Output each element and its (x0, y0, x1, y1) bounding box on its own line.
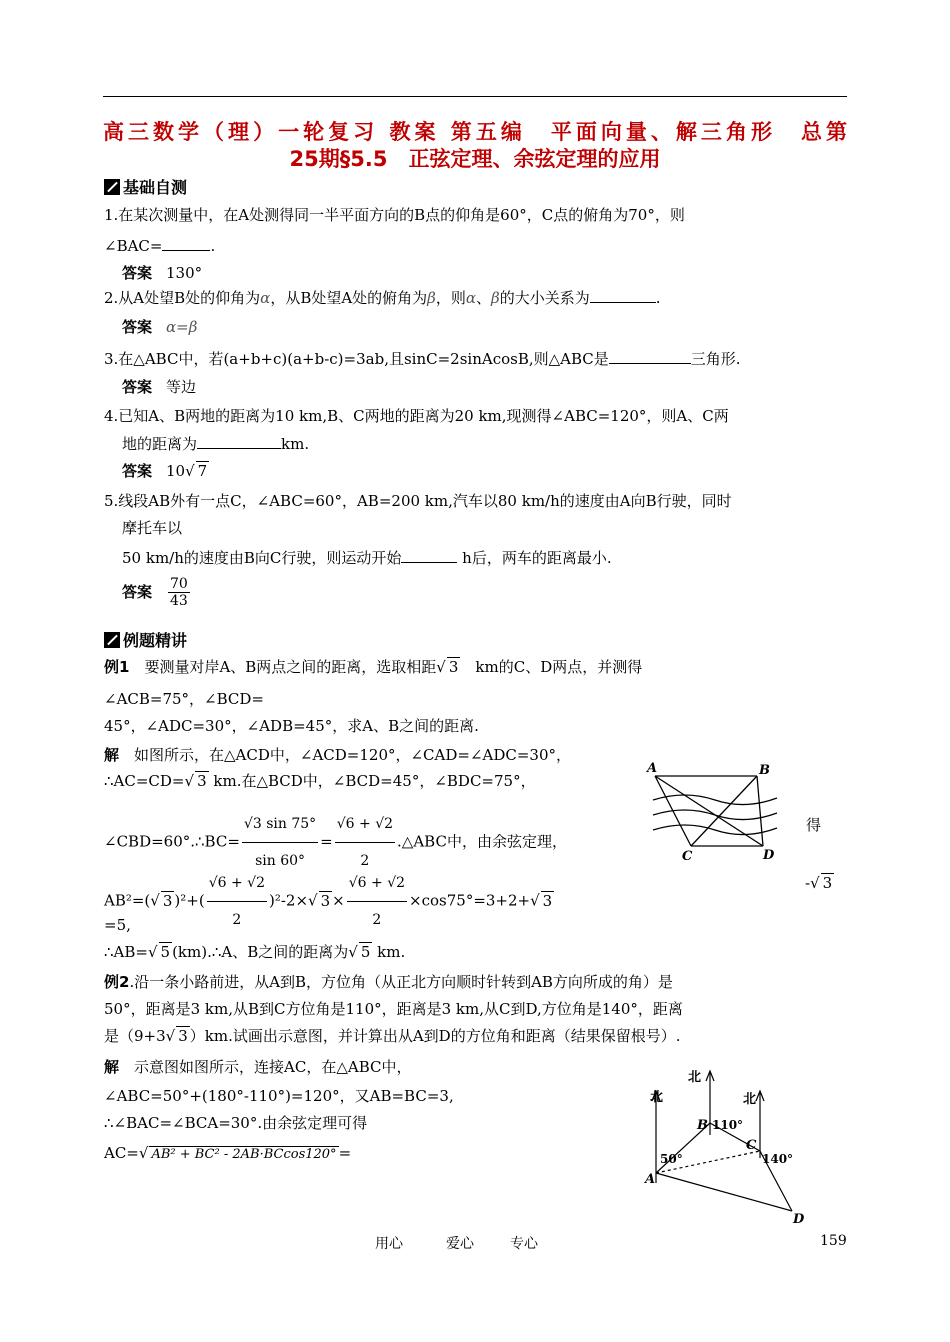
ex2-text-1: .沿一条小路前进，从A到B，方位角（从正北方向顺时针转到AB方向所成的角）是 (129, 973, 673, 991)
footer-text-3: 专心 (510, 1236, 538, 1252)
ex1-frac4-den: 2 (372, 912, 382, 928)
ex1-frac4-num: √6 + √2 (347, 865, 407, 902)
ex1-text-b: km的C、D两点，并测得 (460, 658, 643, 676)
q2-answer (122, 316, 197, 337)
ex1-sol-line-1 (104, 745, 571, 765)
ex2-radicand-long: AB² + BC² - 2AB·BCcos120° (151, 1147, 337, 1162)
ex1-sol-text-6c: km. (372, 943, 406, 961)
answer-label: 答案 (122, 378, 153, 396)
fig2-north-label-2: 北 (688, 1070, 702, 1085)
ex1-line-3: 45°，∠ADC=30°，∠ADB=45°，求A、B之间的距离. (104, 717, 479, 735)
ex1-text-a: 要测量对岸A、B两点之间的距离，选取相距 (129, 658, 437, 676)
fig1-label-D: D (763, 848, 775, 863)
answer-label: 答案 (122, 462, 153, 480)
answer-label: 答案 (122, 318, 153, 336)
ex1-sol-label: 解 (104, 746, 120, 764)
ex1-frac1-den: sin 60° (255, 853, 306, 869)
q2-beta-2: β (491, 289, 500, 307)
ex1-sol-text-6a: ∴AB= (104, 943, 148, 961)
q4-line-2 (122, 434, 309, 454)
q1-blank (162, 236, 210, 251)
ex2-line-1 (104, 972, 673, 992)
ex2-label: 例2 (104, 973, 130, 991)
ex1-sol-text-2b: km.在△BCD中，∠BCD=45°，∠BDC=75°， (208, 772, 536, 790)
q2-alpha: α (260, 289, 271, 307)
q5-text: 50 km/h的速度由B向C行驶，则运动开始 (122, 549, 402, 567)
q1-end: . (210, 237, 216, 255)
q4-end: km. (281, 435, 310, 453)
q2-end: . (655, 289, 661, 307)
ex1-label: 例1 (104, 658, 130, 676)
ex1-sol-line-2: ∴AC=CD=√ 3 km.在△BCD中，∠BCD=45°，∠BDC=75°， (104, 772, 536, 790)
fig2-label-C: C (746, 1138, 757, 1153)
ex1-sol-text-4d: × (332, 891, 345, 910)
q2-answer-value: α=β (166, 318, 198, 336)
pen-icon (104, 179, 120, 195)
q2-text-e: 的大小关系为 (499, 289, 590, 307)
ex1-sol-text-4a: AB²=( (104, 891, 151, 910)
footer-text-1: 用心 (375, 1236, 403, 1252)
ex2-sol-text-4b: = (338, 1144, 352, 1162)
q2-text-d: 、 (476, 289, 492, 307)
ex2-line-3: 是（9+3√ 3 ）km.试画出示意图，并计算出从A到D的方位角和距离（结果保留根号）. (104, 1027, 681, 1045)
title-line-1: 高三数学（理）一轮复习 教案 第五编 平面向量、解三角形 总第 (103, 120, 847, 144)
q4-text: 地的距离为 (122, 435, 198, 453)
top-rule (103, 96, 847, 97)
section-basics-label: 基础自测 (123, 178, 188, 197)
ex1-sol-line-5: =5, (104, 916, 131, 934)
fig1-label-A: A (647, 761, 658, 776)
q2-alpha-2: α (465, 289, 476, 307)
fig2-north-label-1: 北 (650, 1090, 664, 1105)
ex1-fraction-3 (207, 865, 267, 938)
fig1-label-B: B (759, 763, 770, 778)
q1-line-1: 1.在某次测量中，在A处测得同一半平面方向的B点的仰角是60°，C点的俯角为70°，则 (104, 206, 685, 224)
ex2-text-3a: 是（9+3 (104, 1027, 166, 1045)
ex1-sol-text-6b: (km).∴A、B之间的距离为 (172, 943, 349, 961)
ex2-sol-line-3: ∴∠BAC=∠BCA=30°.由余弦定理可得 (104, 1114, 368, 1132)
fig1-wave-3 (653, 825, 777, 835)
fig1-line-AC (655, 776, 691, 846)
q4-answer-radicand: 7 (197, 462, 208, 480)
section-examples (104, 628, 187, 651)
ex1-sol-line-6: ∴AB=√ 5 (km).∴A、B之间的距离为√ 5 km. (104, 943, 406, 961)
q3-answer (122, 376, 196, 397)
ex2-radicand: 3 (178, 1027, 188, 1045)
q4-answer: 答案 10√ 7 (122, 462, 208, 480)
q5-answer-fraction (168, 576, 190, 609)
section-examples-label: 例题精讲 (123, 631, 188, 650)
q5-end: h后，两车的距离最小. (457, 549, 612, 567)
ex1-sol-text-4e: ×cos75°=3+2+ (409, 891, 531, 910)
ex2-sol-line-1 (104, 1057, 411, 1077)
q2-text-b: ，从B处望A处的俯角为 (270, 289, 428, 307)
q2-line (104, 288, 660, 308)
ex1-frac2-den: 2 (360, 853, 370, 869)
ex1-sol-text-1: 如图所示，在△ACD中，∠ACD=120°，∠CAD=∠ADC=30°， (119, 746, 572, 764)
fig2-angle-140: 140° (762, 1152, 794, 1166)
ex1-frac2-num: √6 + √2 (335, 806, 395, 843)
ex1-frac3-den: 2 (232, 912, 242, 928)
q5-numerator: 70 (170, 576, 188, 592)
ex2-sol-line-2: ∠ABC=50°+(180°-110°)=120°，又AB=BC=3, (104, 1087, 454, 1105)
ex2-sol-text-1: 示意图如图所示，连接AC，在△ABC中， (119, 1058, 412, 1076)
fig1-line-BD (757, 776, 763, 846)
ex2-text-3b: ）km.试画出示意图，并计算出从A到D的方位角和距离（结果保留根号）. (189, 1027, 681, 1045)
q5-line-2: 摩托车以 (122, 519, 183, 537)
q1-answer-value: 130° (166, 264, 203, 282)
q1-text: ∠BAC= (104, 237, 163, 255)
ex1-frac3-num: √6 + √2 (207, 865, 267, 902)
q3-end: 三角形. (690, 350, 741, 368)
q4-blank (197, 434, 281, 449)
figure-1 (645, 760, 785, 865)
fig2-label-D: D (793, 1212, 805, 1225)
ex1-de: 得 (806, 816, 822, 834)
ex1-sol-text-4b: )²+( (174, 891, 205, 910)
ex1-line-1: 例1 要测量对岸A、B两点之间的距离，选取相距√ 3 km的C、D两点，并测得 (104, 658, 643, 676)
ex1-sol-line-4: AB²=(√ 3 )²+( $\frac{√6 + √2}{2}$ )²-2×√ 3 × $\frac{√6 + √2}{2}$ ×cos75°=3+2+√ 3 (104, 865, 554, 938)
page-number: 159 (820, 1233, 847, 1249)
q2-text-a: 2.从A处望B处的仰角为 (104, 289, 261, 307)
fig2-angle-50: 50° (660, 1152, 683, 1166)
ex1-sol-text-4c: )²-2× (269, 891, 309, 910)
q2-blank (590, 288, 656, 303)
fig2-label-A: A (645, 1172, 656, 1187)
q3-line (104, 349, 741, 369)
ex1-rad-d: 3 (822, 874, 833, 892)
footer-text-2: 爱心 (446, 1236, 474, 1252)
ex2-sol-line-4: AC=√ AB² + BC² - 2AB·BCcos120° = (104, 1144, 352, 1162)
q4-answer-value: 10 (166, 462, 186, 480)
ex1-frac1-num: √3 sin 75° (242, 806, 318, 843)
q5-line-1: 5.线段AB外有一点C，∠ABC=60°，AB=200 km,汽车以80 km/h的速度由A向B行驶，同时 (104, 492, 732, 510)
ex1-rad-5b: 5 (360, 943, 371, 961)
ex1-minus-rad: -√ 3 (805, 874, 833, 892)
ex1-rad-5a: 5 (160, 943, 171, 961)
ex1-rad-b: 3 (320, 891, 331, 910)
answer-label: 答案 (122, 264, 153, 282)
fig1-label-C: C (682, 849, 693, 864)
ex1-rad-a: 3 (162, 891, 173, 910)
q3-text: 3.在△ABC中，若(a+b+c)(a+b-c)=3ab,且sinC=2sinAcosB,则△ABC是 (104, 350, 609, 368)
title-line-2: 25期§5.5 正弦定理、余弦定理的应用 (289, 147, 661, 171)
q5-blank (401, 548, 457, 563)
q3-answer-value: 等边 (166, 378, 197, 396)
ex1-eq: = (320, 832, 333, 851)
fig2-north-label-3: 北 (743, 1092, 757, 1107)
ex1-fraction-4 (347, 865, 407, 938)
ex2-sol-label: 解 (104, 1058, 120, 1076)
ex1-sol-radicand: 3 (197, 772, 207, 790)
section-basics (104, 175, 187, 198)
q2-text-c: ，则 (435, 289, 466, 307)
pen-icon (104, 632, 120, 648)
q3-blank (609, 349, 691, 364)
ex1-line-2: ∠ACB=75°，∠BCD= (104, 690, 264, 708)
ex1-sol-text-3b: .△ABC中，由余弦定理， (397, 832, 567, 851)
fig2-angle-110: 110° (712, 1118, 744, 1132)
ex2-line-2: 50°，距离是3 km,从B到C方位角是110°，距离是3 km,从C到D,方位角是140°，距离 (104, 1000, 683, 1018)
ex1-rad-c: 3 (542, 891, 553, 910)
fig2-label-B: B (697, 1118, 708, 1133)
q2-beta: β (427, 289, 436, 307)
q5-answer (122, 576, 192, 609)
ex2-sol-text-4a: AC= (104, 1144, 139, 1162)
q4-line-1: 4.已知A、B两地的距离为10 km,B、C两地的距离为20 km,现测得∠ABC=120°，则A、C两 (104, 407, 729, 425)
q1-answer (122, 262, 202, 283)
q5-denominator: 43 (170, 593, 188, 609)
ex1-radicand: 3 (448, 658, 459, 676)
fig2-line-AD (656, 1173, 792, 1211)
ex1-minus: - (805, 874, 811, 892)
ex1-sol-text-3a: ∠CBD=60°.∴BC= (104, 832, 240, 851)
q5-line-3 (122, 548, 612, 568)
figure-2 (640, 1063, 820, 1225)
answer-label: 答案 (122, 582, 153, 601)
ex1-sol-text-2a: ∴AC=CD= (104, 772, 185, 790)
q1-line-2 (104, 236, 215, 256)
